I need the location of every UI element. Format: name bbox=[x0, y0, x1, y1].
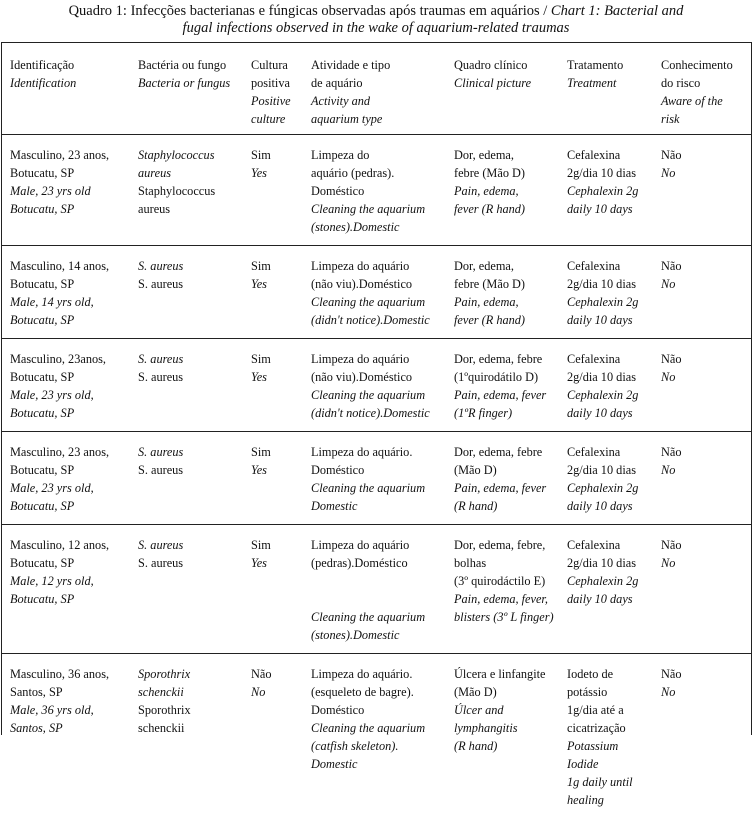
risk-en: No bbox=[661, 164, 747, 182]
identification-en: Male, 23 yrs old bbox=[10, 182, 126, 200]
header-label-pt: Cultura bbox=[251, 56, 299, 74]
cell-identification bbox=[2, 525, 130, 654]
activity-en: Cleaning the aquarium bbox=[311, 479, 442, 497]
cell-risk bbox=[653, 339, 751, 432]
treatment-pt: 2g/dia 10 dias bbox=[567, 164, 649, 182]
header-label-pt: Identificação bbox=[10, 56, 126, 74]
header-label-en: Clinical picture bbox=[454, 74, 555, 92]
risk-pt: Não bbox=[661, 350, 747, 368]
header-label-pt: Quadro clínico bbox=[454, 56, 555, 74]
organism-italic: Sporothrix bbox=[138, 665, 239, 683]
cell-treatment bbox=[559, 339, 653, 432]
activity-en: Domestic bbox=[311, 497, 442, 515]
activity-en: Cleaning the aquarium bbox=[311, 293, 442, 311]
cell-culture bbox=[243, 135, 303, 246]
clinical-en: Pain, edema, fever bbox=[454, 386, 555, 404]
caption-en-line1: Chart 1: Bacterial and bbox=[551, 3, 684, 19]
identification-en: Botucatu, SP bbox=[10, 404, 126, 422]
identification-en: Male, 14 yrs old, bbox=[10, 293, 126, 311]
header-label-pt: Bactéria ou fungo bbox=[138, 56, 239, 74]
cell-activity bbox=[303, 432, 446, 525]
treatment-pt: potássio bbox=[567, 683, 649, 701]
cell-culture bbox=[243, 339, 303, 432]
risk-pt: Não bbox=[661, 536, 747, 554]
identification-en: Santos, SP bbox=[10, 719, 126, 737]
identification-pt: Masculino, 23 anos, bbox=[10, 146, 126, 164]
organism-roman: Sporothrix bbox=[138, 701, 239, 719]
header-label-pt: de aquário bbox=[311, 74, 442, 92]
risk-pt: Não bbox=[661, 665, 747, 683]
header-label-pt: Conhecimento bbox=[661, 56, 747, 74]
activity-pt: aquário (pedras). bbox=[311, 164, 442, 182]
header-label-en: Aware of the bbox=[661, 92, 747, 110]
risk-en: No bbox=[661, 275, 747, 293]
cell-identification bbox=[2, 135, 130, 246]
clinical-pt: (Mão D) bbox=[454, 683, 555, 701]
activity-en: (didn't notice).Domestic bbox=[311, 404, 442, 422]
cell-clinical bbox=[446, 339, 559, 432]
clinical-pt: febre (Mão D) bbox=[454, 275, 555, 293]
organism-italic: schenckii bbox=[138, 683, 239, 701]
clinical-en: (R hand) bbox=[454, 737, 555, 755]
treatment-en: daily 10 days bbox=[567, 590, 649, 608]
cell-activity bbox=[303, 246, 446, 339]
header-organism bbox=[130, 43, 243, 135]
cell-organism bbox=[130, 339, 243, 432]
treatment-en: daily 10 days bbox=[567, 311, 649, 329]
activity-en: Cleaning the aquarium bbox=[311, 608, 442, 626]
activity-en: Domestic bbox=[311, 755, 442, 773]
cell-activity bbox=[303, 339, 446, 432]
treatment-pt: 2g/dia 10 dias bbox=[567, 554, 649, 572]
identification-pt: Botucatu, SP bbox=[10, 368, 126, 386]
organism-roman: schenckii bbox=[138, 719, 239, 737]
identification-pt: Botucatu, SP bbox=[10, 554, 126, 572]
organism-roman: S. aureus bbox=[138, 275, 239, 293]
header-label-pt: positiva bbox=[251, 74, 299, 92]
treatment-pt: 1g/dia até a bbox=[567, 701, 649, 719]
activity-pt: (não viu).Doméstico bbox=[311, 368, 442, 386]
clinical-en: Úlcer and bbox=[454, 701, 555, 719]
activity-pt: Limpeza do aquário bbox=[311, 536, 442, 554]
culture-en: Yes bbox=[251, 164, 299, 182]
cell-risk bbox=[653, 135, 751, 246]
treatment-en: Cephalexin 2g bbox=[567, 572, 649, 590]
table-row bbox=[2, 135, 751, 246]
header-row bbox=[2, 43, 751, 135]
header-label-pt: Tratamento bbox=[567, 56, 649, 74]
identification-en: Male, 36 yrs old, bbox=[10, 701, 126, 719]
table-row bbox=[2, 339, 751, 432]
spacer bbox=[311, 572, 442, 590]
activity-pt: (esqueleto de bagre). bbox=[311, 683, 442, 701]
organism-italic: S. aureus bbox=[138, 443, 239, 461]
identification-en: Botucatu, SP bbox=[10, 200, 126, 218]
risk-en: No bbox=[661, 461, 747, 479]
cell-culture bbox=[243, 432, 303, 525]
cell-clinical bbox=[446, 135, 559, 246]
treatment-pt: Cefalexina bbox=[567, 350, 649, 368]
header-risk bbox=[653, 43, 751, 135]
header-label-en: Identification bbox=[10, 74, 126, 92]
risk-pt: Não bbox=[661, 146, 747, 164]
clinical-pt: bolhas bbox=[454, 554, 555, 572]
clinical-pt: Dor, edema, bbox=[454, 257, 555, 275]
header-label-en: risk bbox=[661, 110, 747, 128]
clinical-en: blisters (3º L finger) bbox=[454, 608, 555, 626]
table-row bbox=[2, 246, 751, 339]
treatment-en: Iodide bbox=[567, 755, 649, 773]
cell-risk bbox=[653, 525, 751, 654]
treatment-en: Cephalexin 2g bbox=[567, 386, 649, 404]
culture-en: Yes bbox=[251, 275, 299, 293]
identification-en: Botucatu, SP bbox=[10, 590, 126, 608]
header-label-en: Bacteria or fungus bbox=[138, 74, 239, 92]
culture-pt: Sim bbox=[251, 443, 299, 461]
activity-pt: Limpeza do aquário bbox=[311, 350, 442, 368]
clinical-en: (R hand) bbox=[454, 497, 555, 515]
treatment-pt: Iodeto de bbox=[567, 665, 649, 683]
risk-en: No bbox=[661, 683, 747, 701]
culture-pt: Sim bbox=[251, 536, 299, 554]
header-label-en: aquarium type bbox=[311, 110, 442, 128]
identification-pt: Botucatu, SP bbox=[10, 275, 126, 293]
activity-en: (catfish skeleton). bbox=[311, 737, 442, 755]
table-body bbox=[2, 135, 751, 817]
clinical-en: fever (R hand) bbox=[454, 311, 555, 329]
cell-risk bbox=[653, 432, 751, 525]
clinical-pt: Dor, edema, febre, bbox=[454, 536, 555, 554]
treatment-pt: cicatrização bbox=[567, 719, 649, 737]
header-treatment bbox=[559, 43, 653, 135]
identification-en: Male, 23 yrs old, bbox=[10, 386, 126, 404]
culture-en: Yes bbox=[251, 554, 299, 572]
header-label-pt: Atividade e tipo bbox=[311, 56, 442, 74]
activity-pt: Doméstico bbox=[311, 182, 442, 200]
header-identification bbox=[2, 43, 130, 135]
treatment-en: Cephalexin 2g bbox=[567, 182, 649, 200]
header-label-en: Positive bbox=[251, 92, 299, 110]
identification-pt: Masculino, 23 anos, bbox=[10, 443, 126, 461]
identification-pt: Masculino, 23anos, bbox=[10, 350, 126, 368]
treatment-en: Potassium bbox=[567, 737, 649, 755]
organism-roman: S. aureus bbox=[138, 368, 239, 386]
cell-identification bbox=[2, 432, 130, 525]
cell-treatment bbox=[559, 432, 653, 525]
identification-en: Botucatu, SP bbox=[10, 311, 126, 329]
identification-pt: Botucatu, SP bbox=[10, 164, 126, 182]
cell-organism bbox=[130, 525, 243, 654]
table-frame bbox=[1, 42, 752, 735]
spacer bbox=[311, 590, 442, 608]
clinical-en: (1ºR finger) bbox=[454, 404, 555, 422]
caption-pt: Quadro 1: Infecções bacterianas e fúngicas observadas após traumas em aquários / bbox=[69, 3, 551, 19]
treatment-pt: Cefalexina bbox=[567, 536, 649, 554]
organism-italic: aureus bbox=[138, 164, 239, 182]
cell-activity bbox=[303, 135, 446, 246]
cell-organism bbox=[130, 135, 243, 246]
organism-roman: aureus bbox=[138, 200, 239, 218]
activity-en: Cleaning the aquarium bbox=[311, 200, 442, 218]
organism-italic: S. aureus bbox=[138, 536, 239, 554]
header-label-pt: do risco bbox=[661, 74, 747, 92]
table-row bbox=[2, 525, 751, 654]
activity-en: (stones).Domestic bbox=[311, 218, 442, 236]
header-label-en: Treatment bbox=[567, 74, 649, 92]
identification-pt: Masculino, 14 anos, bbox=[10, 257, 126, 275]
cell-organism bbox=[130, 432, 243, 525]
identification-en: Male, 12 yrs old, bbox=[10, 572, 126, 590]
clinical-en: Pain, edema, fever bbox=[454, 479, 555, 497]
cell-culture bbox=[243, 525, 303, 654]
organism-italic: S. aureus bbox=[138, 350, 239, 368]
cell-clinical bbox=[446, 432, 559, 525]
organism-roman: Staphylococcus bbox=[138, 182, 239, 200]
treatment-en: Cephalexin 2g bbox=[567, 293, 649, 311]
clinical-en: fever (R hand) bbox=[454, 200, 555, 218]
identification-pt: Masculino, 12 anos, bbox=[10, 536, 126, 554]
activity-pt: Limpeza do aquário bbox=[311, 257, 442, 275]
identification-pt: Botucatu, SP bbox=[10, 461, 126, 479]
identification-pt: Masculino, 36 anos, bbox=[10, 665, 126, 683]
header-label-en: Activity and bbox=[311, 92, 442, 110]
clinical-en: lymphangitis bbox=[454, 719, 555, 737]
table-caption bbox=[0, 0, 752, 39]
organism-roman: S. aureus bbox=[138, 554, 239, 572]
treatment-pt: Cefalexina bbox=[567, 443, 649, 461]
culture-pt: Sim bbox=[251, 257, 299, 275]
clinical-en: Pain, edema, bbox=[454, 293, 555, 311]
activity-pt: Limpeza do bbox=[311, 146, 442, 164]
organism-italic: Staphylococcus bbox=[138, 146, 239, 164]
treatment-en: Cephalexin 2g bbox=[567, 479, 649, 497]
clinical-pt: (1ºquirodátilo D) bbox=[454, 368, 555, 386]
header-culture bbox=[243, 43, 303, 135]
clinical-en: Pain, edema, fever, bbox=[454, 590, 555, 608]
cell-organism bbox=[130, 246, 243, 339]
cell-risk bbox=[653, 246, 751, 339]
treatment-pt: 2g/dia 10 dias bbox=[567, 461, 649, 479]
activity-en: (stones).Domestic bbox=[311, 626, 442, 644]
cell-treatment bbox=[559, 246, 653, 339]
cell-activity bbox=[303, 525, 446, 654]
header-activity bbox=[303, 43, 446, 135]
table-row bbox=[2, 432, 751, 525]
risk-pt: Não bbox=[661, 257, 747, 275]
activity-en: Cleaning the aquarium bbox=[311, 386, 442, 404]
risk-pt: Não bbox=[661, 443, 747, 461]
cell-clinical bbox=[446, 246, 559, 339]
identification-en: Male, 23 yrs old, bbox=[10, 479, 126, 497]
treatment-pt: Cefalexina bbox=[567, 257, 649, 275]
identification-pt: Santos, SP bbox=[10, 683, 126, 701]
treatment-en: healing bbox=[567, 791, 649, 809]
culture-en: No bbox=[251, 683, 299, 701]
culture-pt: Não bbox=[251, 665, 299, 683]
treatment-en: daily 10 days bbox=[567, 200, 649, 218]
infections-table bbox=[2, 43, 751, 817]
treatment-en: daily 10 days bbox=[567, 404, 649, 422]
cell-culture bbox=[243, 246, 303, 339]
culture-en: Yes bbox=[251, 368, 299, 386]
treatment-pt: Cefalexina bbox=[567, 146, 649, 164]
treatment-pt: 2g/dia 10 dias bbox=[567, 368, 649, 386]
cell-clinical bbox=[446, 525, 559, 654]
header-clinical bbox=[446, 43, 559, 135]
clinical-en: Pain, edema, bbox=[454, 182, 555, 200]
culture-pt: Sim bbox=[251, 146, 299, 164]
treatment-en: 1g daily until bbox=[567, 773, 649, 791]
activity-pt: (pedras).Doméstico bbox=[311, 554, 442, 572]
activity-en: Cleaning the aquarium bbox=[311, 719, 442, 737]
organism-roman: S. aureus bbox=[138, 461, 239, 479]
treatment-pt: 2g/dia 10 dias bbox=[567, 275, 649, 293]
activity-pt: Limpeza do aquário. bbox=[311, 665, 442, 683]
clinical-pt: Úlcera e linfangite bbox=[454, 665, 555, 683]
clinical-pt: (3º quirodáctilo E) bbox=[454, 572, 555, 590]
header-label-en: culture bbox=[251, 110, 299, 128]
cell-treatment bbox=[559, 525, 653, 654]
clinical-pt: Dor, edema, bbox=[454, 146, 555, 164]
activity-pt: (não viu).Doméstico bbox=[311, 275, 442, 293]
cell-identification bbox=[2, 246, 130, 339]
cell-treatment bbox=[559, 135, 653, 246]
activity-pt: Doméstico bbox=[311, 701, 442, 719]
risk-en: No bbox=[661, 554, 747, 572]
culture-pt: Sim bbox=[251, 350, 299, 368]
organism-italic: S. aureus bbox=[138, 257, 239, 275]
caption-en-line2: fugal infections observed in the wake of aquarium-related traumas bbox=[183, 20, 570, 36]
risk-en: No bbox=[661, 368, 747, 386]
culture-en: Yes bbox=[251, 461, 299, 479]
clinical-pt: Dor, edema, febre bbox=[454, 350, 555, 368]
clinical-pt: febre (Mão D) bbox=[454, 164, 555, 182]
cell-identification bbox=[2, 339, 130, 432]
treatment-en: daily 10 days bbox=[567, 497, 649, 515]
activity-en: (didn't notice).Domestic bbox=[311, 311, 442, 329]
identification-en: Botucatu, SP bbox=[10, 497, 126, 515]
activity-pt: Doméstico bbox=[311, 461, 442, 479]
clinical-pt: Dor, edema, febre (Mão D) bbox=[454, 443, 555, 479]
activity-pt: Limpeza do aquário. bbox=[311, 443, 442, 461]
